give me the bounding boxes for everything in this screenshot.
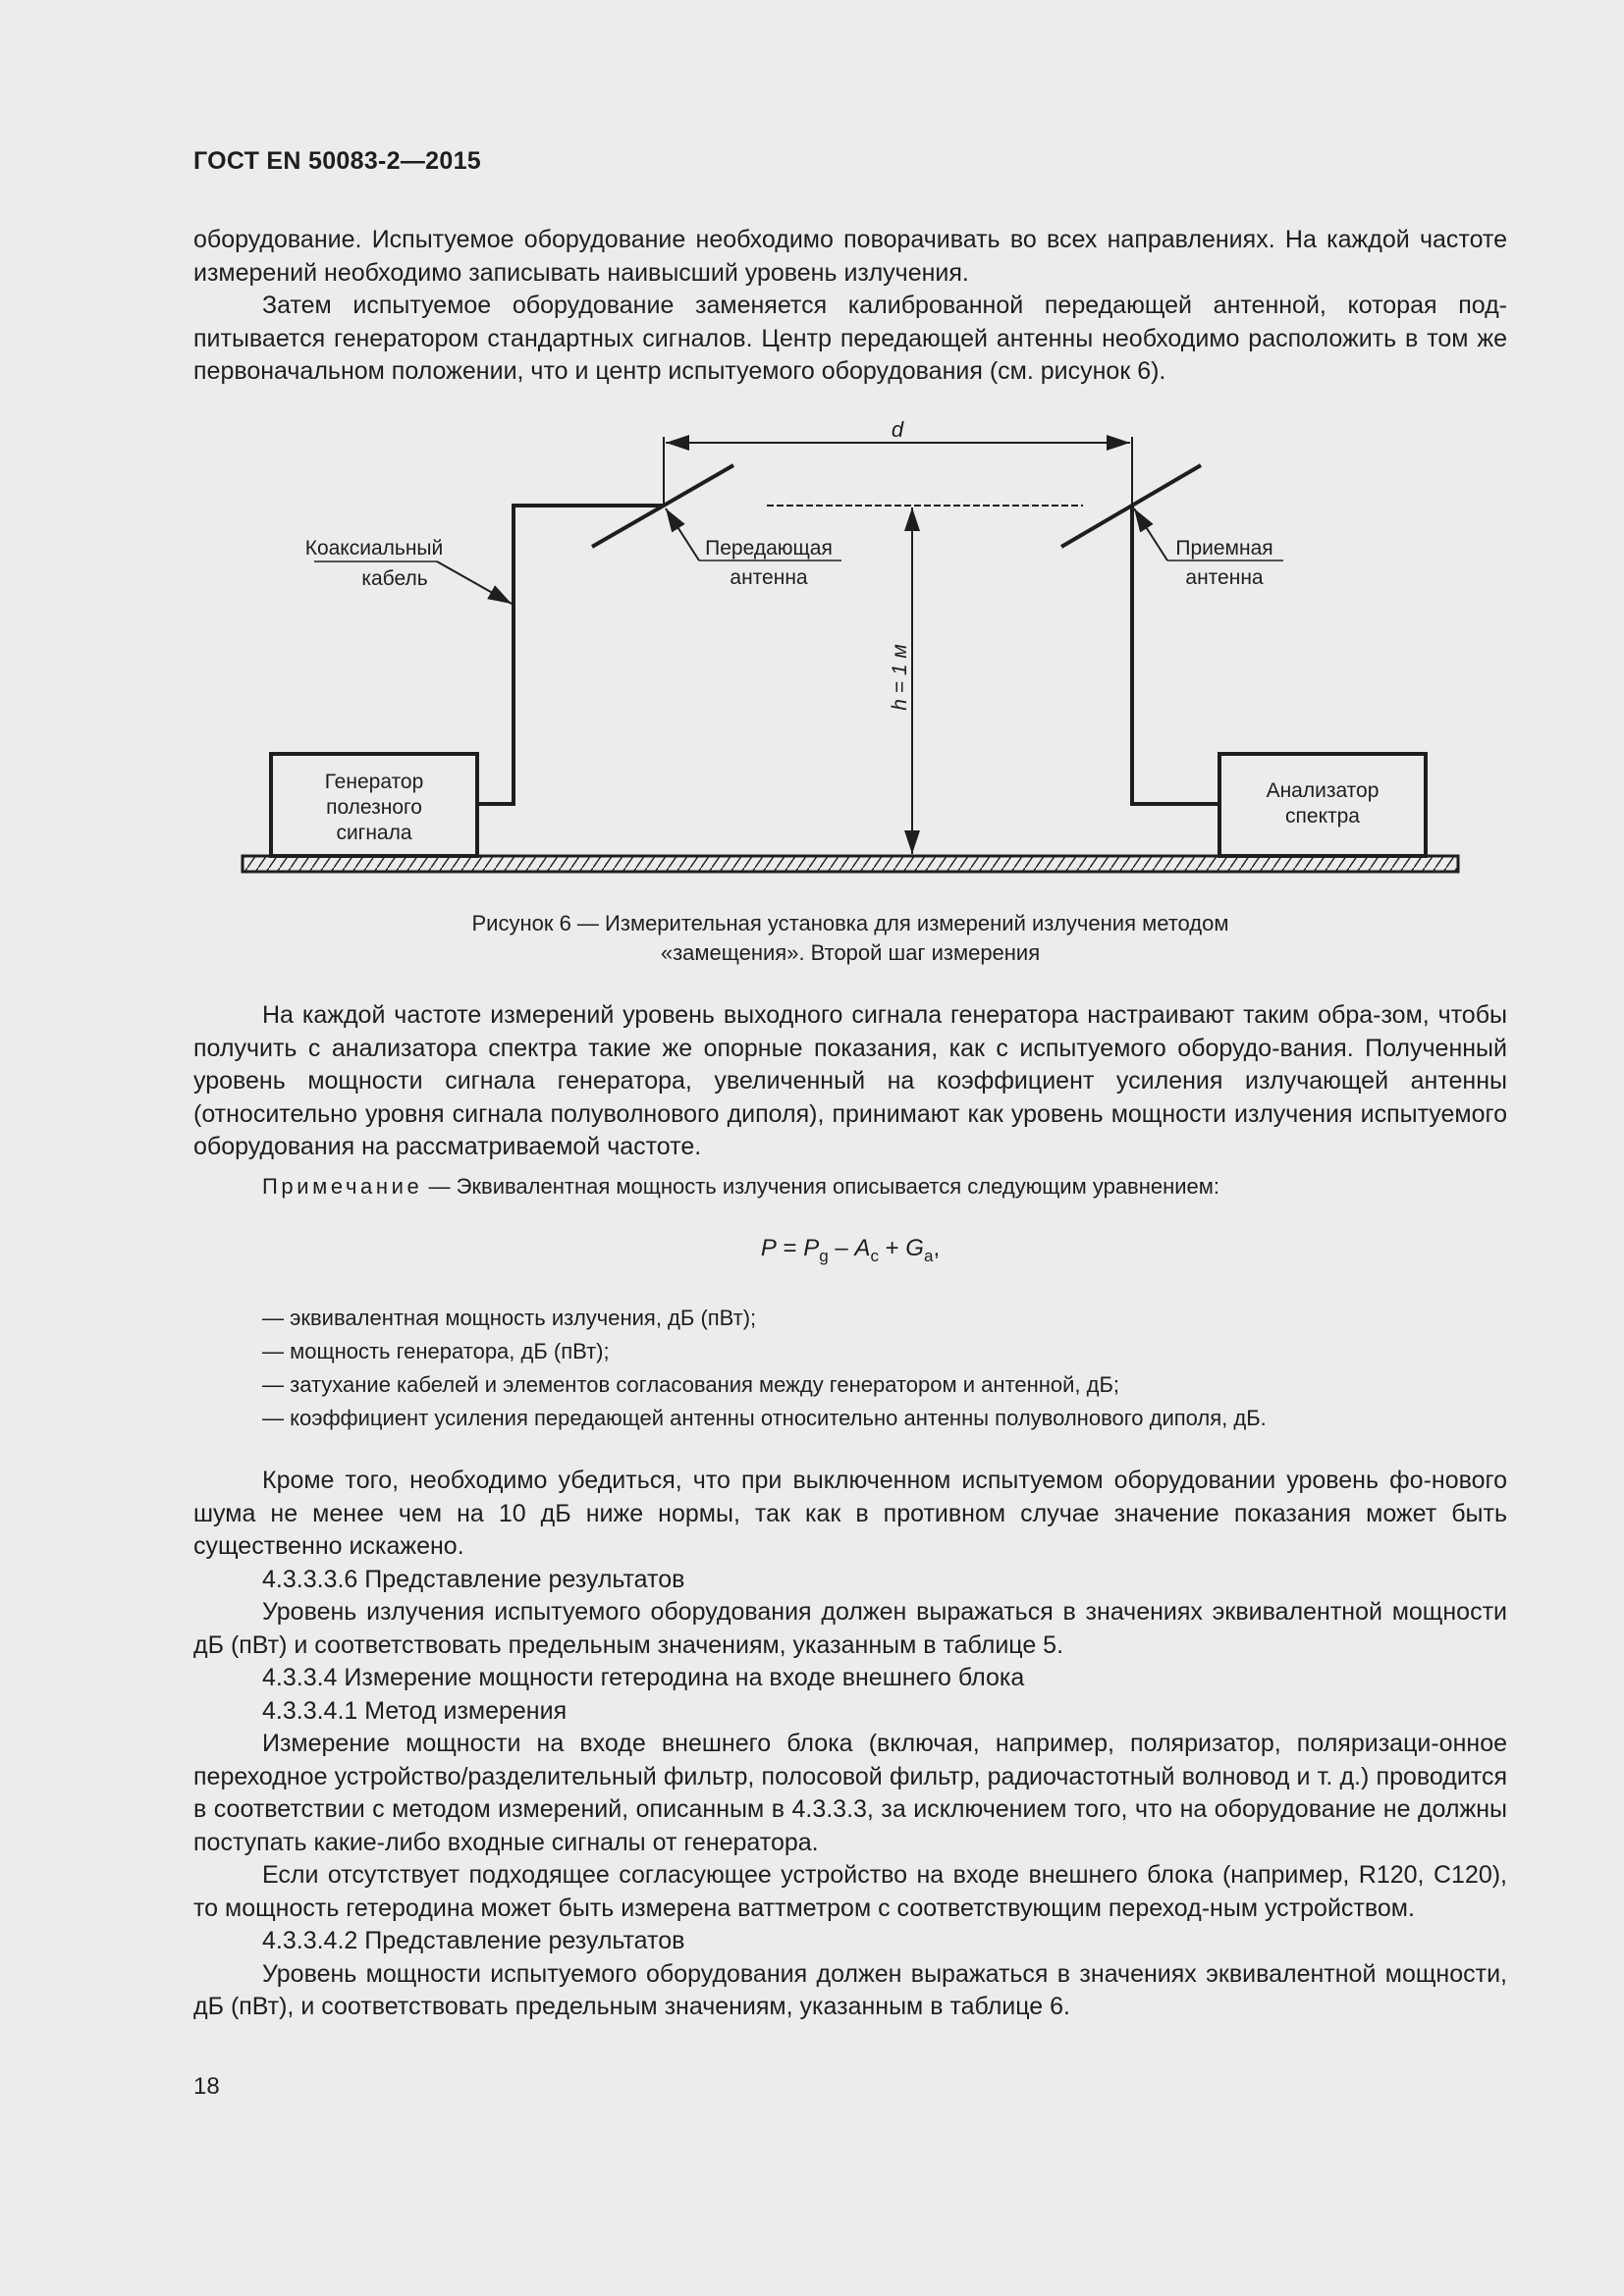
section-heading-4-3-3-3-6: 4.3.3.3.6 Представление результатов bbox=[262, 1565, 685, 1593]
formula-pg: P bbox=[803, 1235, 820, 1261]
coax-leader bbox=[437, 561, 512, 604]
legend-description: — затухание кабелей и элементов согласования между генератором и антенной, дБ; bbox=[262, 1372, 1120, 1397]
intro-paragraph-1: оборудование. Испытуемое оборудование необходимо поворачивать во всех направлениях. На каждой частоте измерений необходимо записывать наивысший уровень излучения. bbox=[193, 226, 1507, 287]
note-text: — Эквивалентная мощность излучения описывается следующим уравнением: bbox=[422, 1173, 1220, 1199]
note-label: Примечание bbox=[262, 1173, 423, 1199]
page-number: 18 bbox=[193, 2073, 220, 2100]
h-label: h = 1 м bbox=[889, 644, 911, 711]
coax-label-1: Коаксиальный bbox=[304, 537, 444, 560]
generator-label-1: Генератор bbox=[324, 771, 424, 793]
body-text-2 bbox=[193, 1465, 1507, 2024]
formula-end: , bbox=[933, 1235, 941, 1261]
coax-label-2: кабель bbox=[361, 567, 428, 590]
legend-description: — эквивалентная мощность излучения, дБ (пВт); bbox=[262, 1306, 757, 1330]
formula-ga: G bbox=[905, 1235, 924, 1261]
coaxial-cable bbox=[477, 506, 664, 804]
caption-line-1: Рисунок 6 — Измерительная установка для измерений излучения методом bbox=[471, 911, 1229, 935]
figure-caption bbox=[193, 909, 1507, 968]
equation bbox=[193, 1235, 1507, 1265]
rx-label-2: антенна bbox=[1185, 566, 1264, 589]
figure-6 bbox=[193, 412, 1507, 893]
paragraph-results-2: Уровень мощности испытуемого оборудования должен выражаться в значениях эквивалентной мощности, дБ (пВт), и соответствовать предельным значениям, указанным в таблице 6. bbox=[193, 1959, 1507, 2020]
formula-ac: A bbox=[854, 1235, 871, 1261]
document-header: ГОСТ EN 50083-2—2015 bbox=[193, 147, 481, 175]
formula-sub-a: a bbox=[923, 1247, 934, 1265]
section-heading-4-3-3-4: 4.3.3.4 Измерение мощности гетеродина на входе внешнего блока bbox=[262, 1664, 1025, 1691]
section-heading-4-3-3-4-2: 4.3.3.4.2 Представление результатов bbox=[262, 1927, 685, 1954]
formula-p: P bbox=[760, 1235, 777, 1261]
paragraph-results-1: Уровень излучения испытуемого оборудования должен выражаться в значениях эквивалентной мощности дБ (пВт) и соответствовать предельным значениям, указанным в таблице 5. bbox=[193, 1598, 1507, 1659]
paragraph-input-power: Измерение мощности на входе внешнего блока (включая, например, поляризатор, поляризаци-онное переходное устройство/разделительный фильтр, полосовой фильтр, радиочастотный волновод и т. д.) проводится в соответствии с методом измерений, описанным в 4.3.3.3, за исключением того, что на оборудование не должны поступать какие-либо входные сигналы от генератора. bbox=[193, 1730, 1507, 1856]
formula-plus: + bbox=[878, 1235, 906, 1261]
measurement-setup-diagram bbox=[193, 412, 1507, 893]
analyzer-label-2: спектра bbox=[1285, 805, 1360, 828]
formula-sub-g: g bbox=[819, 1247, 829, 1265]
note bbox=[193, 1170, 1507, 1203]
legend-description: — коэффициент усиления передающей антенны относительно антенны полуволнового диполя, дБ. bbox=[262, 1406, 1267, 1430]
section-heading-4-3-3-4-1: 4.3.3.4.1 Метод измерения bbox=[262, 1696, 568, 1725]
generator-label-2: полезного bbox=[326, 796, 422, 819]
d-label: d bbox=[891, 417, 904, 442]
tx-label-1: Передающая bbox=[705, 537, 833, 560]
rx-label-1: Приемная bbox=[1175, 537, 1273, 560]
paragraph-background-noise: Кроме того, необходимо убедиться, что при выключенном испытуемом оборудовании уровень фо-нового шума не менее чем на 10 дБ ниже нормы, так как в противном случае значение показания может быть существенно искажено. bbox=[193, 1467, 1507, 1560]
ground-plane bbox=[243, 856, 1458, 872]
body-text-1 bbox=[193, 999, 1507, 1203]
legend-description: — мощность генератора, дБ (пВт); bbox=[262, 1339, 610, 1363]
tx-label-2: антенна bbox=[730, 566, 808, 589]
analyzer-label-1: Анализатор bbox=[1266, 779, 1380, 802]
formula-minus: – bbox=[828, 1235, 855, 1261]
intro-text bbox=[193, 224, 1507, 389]
caption-line-2: «замещения». Второй шаг измерения bbox=[660, 940, 1041, 965]
generator-label-3: сигнала bbox=[336, 822, 412, 844]
paragraph-wattmeter: Если отсутствует подходящее согласующее устройство на входе внешнего блока (например, R120, C120), то мощность гетеродина может быть измерена ваттметром с соответствующим переход-ным устройством. bbox=[193, 1861, 1507, 1922]
formula-sub-c: c bbox=[870, 1247, 879, 1265]
rx-leader bbox=[1134, 508, 1167, 561]
tx-leader bbox=[666, 508, 699, 561]
paragraph-generator-level: На каждой частоте измерений уровень выходного сигнала генератора настраивают таким обра-зом, чтобы получить с анализатора спектра такие же опорные показания, как с испытуемого оборудо-вания. Полученный уровень мощности сигнала генератора, увеличенный на коэффициент усиления излучающей антенны (относительно уровня сигнала полуволнового диполя), принимают как уровень мощности излучения испытуемого оборудования на рассматриваемой частоте. bbox=[193, 1001, 1507, 1160]
intro-paragraph-2: Затем испытуемое оборудование заменяется калиброванной передающей антенной, которая под-питывается генератором стандартных сигналов. Центр передающей антенны необходимо расположить в том же первоначальном положении, что и центр испытуемого оборудования (см. рисунок 6). bbox=[193, 292, 1507, 385]
formula-eq: = bbox=[776, 1235, 804, 1261]
